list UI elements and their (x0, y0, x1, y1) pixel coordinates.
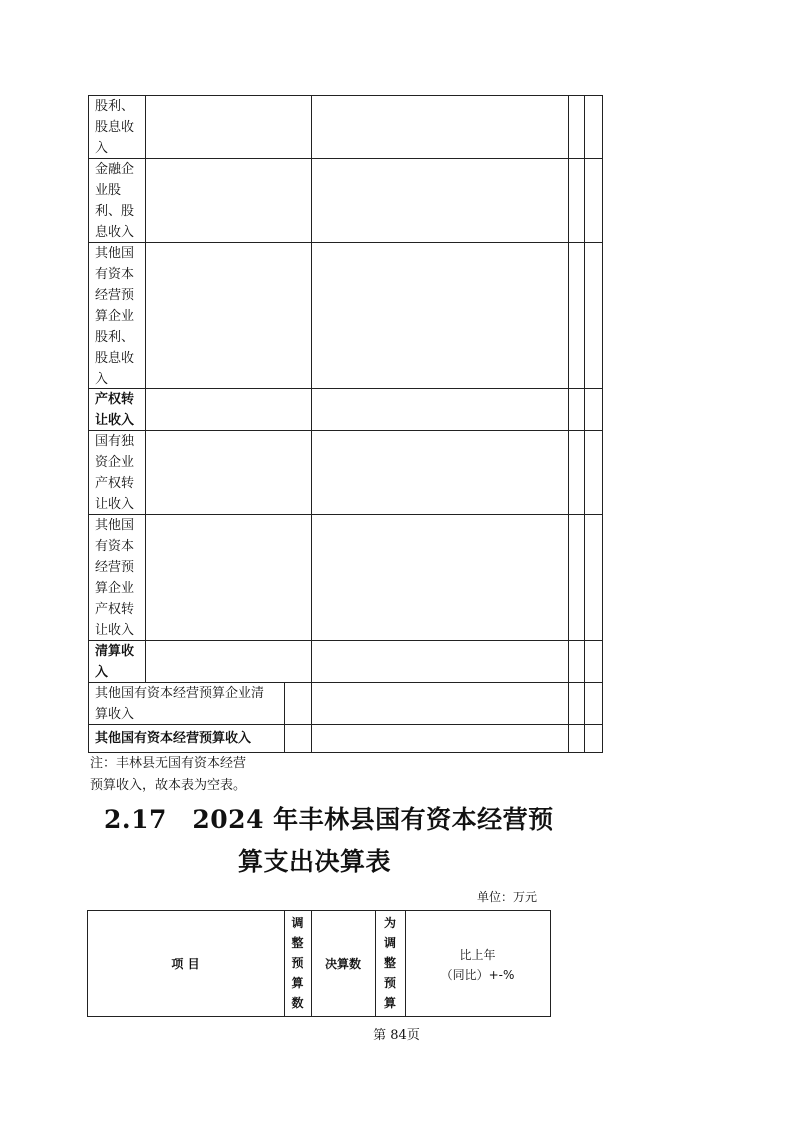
row-label: 产权转 让收入 (95, 392, 135, 428)
table-rule (88, 640, 603, 641)
table-rule (88, 514, 603, 515)
table-rule (88, 242, 603, 243)
table-rule (145, 95, 146, 682)
table-note: 注：丰林县无国有资本经营 预算收入，故本表为空表。 (90, 756, 247, 793)
table-rule (88, 95, 603, 96)
table-rule (88, 430, 603, 431)
header-adjusted-budget: 调 整 预 算 数 (291, 916, 304, 1010)
row-label: 股利、 股息收 入 (95, 99, 135, 156)
header-final-amount: 决算数 (324, 957, 361, 971)
header-yoy: 比上年 （同比）+-% (440, 948, 515, 982)
row-label: 清算收 入 (95, 644, 135, 680)
row-label: 金融企 业股 利、股 息收入 (95, 162, 135, 240)
table-rule (550, 910, 551, 1016)
table-rule (87, 910, 551, 911)
row-label: 其他国 有资本 经营预 算企业 产权转 让收入 (95, 518, 135, 638)
table-rule (88, 388, 603, 389)
unit-label: 单位：万元 (477, 890, 538, 904)
table-rule (284, 682, 285, 752)
section-title-line2: 算支出决算表 (238, 847, 392, 876)
row-label: 其他国有资本经营预算收入 (95, 731, 252, 746)
table-rule (568, 95, 569, 752)
table-rule (602, 95, 603, 752)
table-rule (311, 95, 312, 752)
table-rule (584, 95, 585, 752)
header-pct-of-adjusted: 为 调 整 预 算 (383, 916, 396, 1010)
header-item: 项 目 (171, 957, 200, 971)
row-label: 国有独 资企业 产权转 让收入 (95, 434, 135, 512)
section-title: 2.17 2024 年丰林县国有资本经营预 (104, 805, 554, 834)
row-label: 其他国有资本经营预算企业清 算收入 (95, 686, 265, 722)
table-rule (88, 158, 603, 159)
row-label: 其他国 有资本 经营预 算企业 股利、 股息收 入 (95, 246, 135, 387)
table-rule (88, 95, 89, 752)
table-rule (87, 1016, 551, 1017)
page-number: 第 84页 (373, 1028, 420, 1043)
